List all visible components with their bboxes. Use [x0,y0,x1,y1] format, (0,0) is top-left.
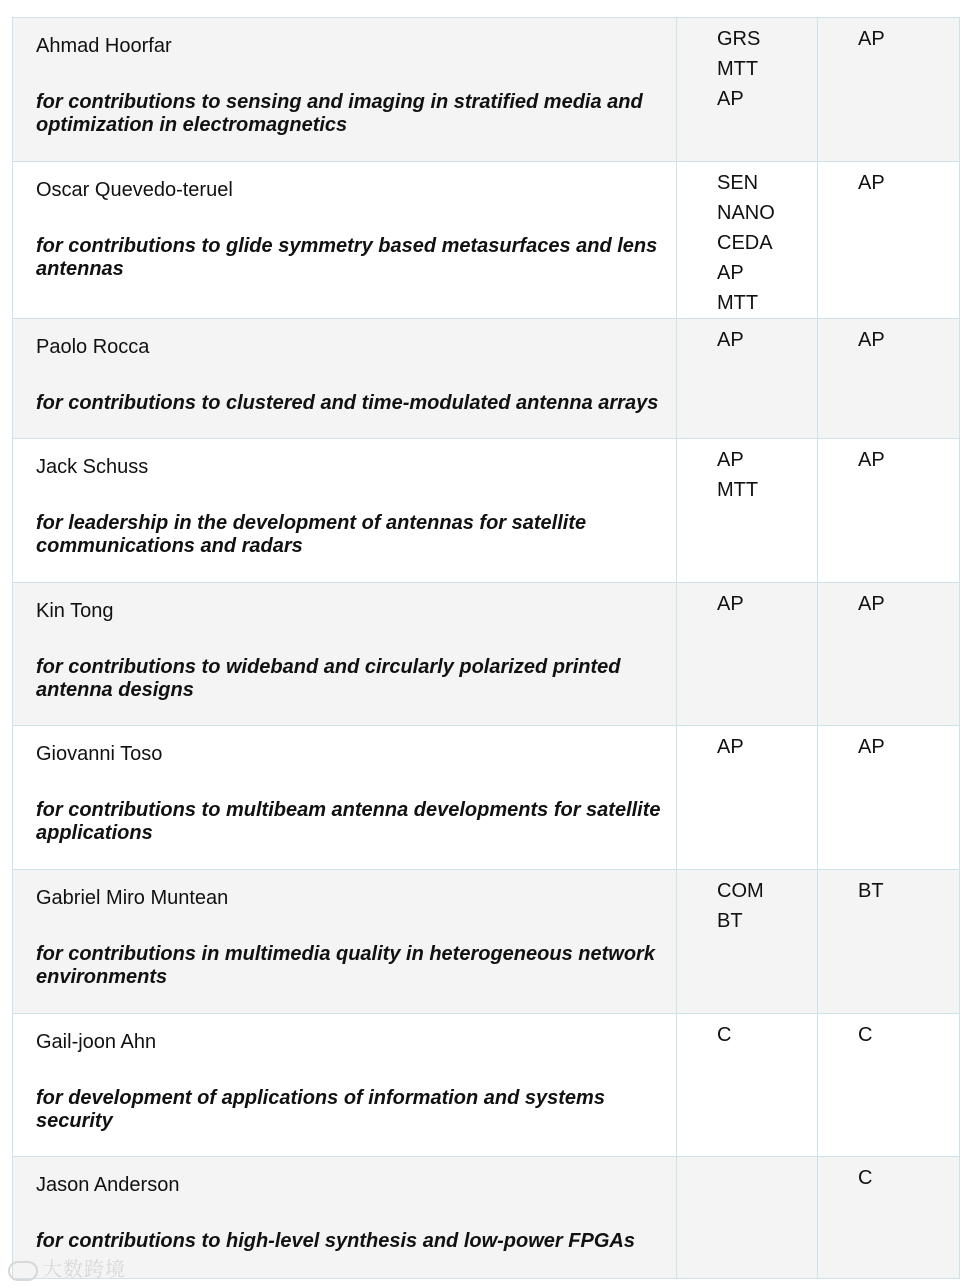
evaluating-cell [818,726,960,870]
evaluating-society-code: C [858,1167,873,1189]
fellow-citation: for contributions to wideband and circularly polarized printed antenna designs [36,656,621,701]
fellow-citation: for development of applications of information and systems security [36,1087,605,1132]
society-code: MTT [717,58,759,80]
fellow-name: Jason Anderson [36,1174,180,1196]
societies-list [677,1157,817,1163]
evaluating-society-code: C [858,1024,873,1046]
societies-list [677,18,817,114]
table-row [13,162,960,319]
table-row [13,1157,960,1279]
evaluating-list [818,583,959,619]
fellow-citation: for contributions to multibeam antenna developments for satellite applications [36,799,661,844]
fellow-citation: for contributions in multimedia quality in heterogeneous network environments [36,943,655,988]
fellow-citation: for leadership in the development of antennas for satellite communications and radars [36,512,587,557]
societies-list [677,439,817,505]
watermark [8,1253,126,1282]
table-row [13,726,960,870]
fellow-citation: for contributions to sensing and imaging in stratified media and optimization in electromagnetics [36,91,643,136]
evaluating-cell [818,18,960,162]
societies-cell [677,18,818,162]
evaluating-list [818,18,959,54]
fellow-name: Paolo Rocca [36,336,150,358]
fellow-name: Jack Schuss [36,456,149,478]
fellow-citation: for contributions to high-level synthesis and low-power FPGAs [36,1230,635,1252]
societies-list [677,1014,817,1050]
evaluating-list [818,1157,959,1193]
societies-list [677,726,817,762]
society-code: COM [717,880,764,902]
evaluating-cell [818,1014,960,1157]
fellow-cell [13,18,677,162]
fellows-table [12,17,960,1279]
fellow-cell [13,1014,677,1157]
table-row [13,1014,960,1157]
evaluating-list [818,870,959,906]
society-code: GRS [717,28,761,50]
evaluating-list [818,162,959,198]
society-code: AP [717,262,744,284]
society-code: MTT [717,292,759,314]
fellow-name: Giovanni Toso [36,743,163,765]
fellow-name: Oscar Quevedo-teruel [36,179,233,201]
evaluating-society-code: AP [858,736,885,758]
society-code: C [717,1024,732,1046]
fellow-citation: for contributions to glide symmetry based metasurfaces and lens antennas [36,235,658,280]
society-code: MTT [717,479,759,501]
watermark-text: 大数跨境 [42,1259,126,1281]
society-code: NANO [717,202,775,224]
fellow-name: Kin Tong [36,600,114,622]
evaluating-cell [818,319,960,439]
fellow-cell [13,162,677,319]
society-code: AP [717,449,744,471]
fellow-name: Gabriel Miro Muntean [36,887,229,909]
societies-cell [677,726,818,870]
fellow-name: Ahmad Hoorfar [36,35,172,57]
society-code: AP [717,593,744,615]
societies-cell [677,162,818,319]
table-row [13,583,960,726]
evaluating-list [818,726,959,762]
fellow-cell [13,319,677,439]
table-row [13,870,960,1014]
society-code: AP [717,88,744,110]
evaluating-society-code: AP [858,593,885,615]
table-row [13,439,960,583]
society-code: AP [717,736,744,758]
evaluating-society-code: AP [858,28,885,50]
evaluating-list [818,319,959,355]
table-row [13,319,960,439]
societies-cell [677,439,818,583]
evaluating-cell [818,162,960,319]
evaluating-cell [818,439,960,583]
evaluating-society-code: AP [858,449,885,471]
evaluating-list [818,439,959,475]
fellow-cell [13,726,677,870]
fellow-citation: for contributions to clustered and time-modulated antenna arrays [36,392,659,414]
fellow-name: Gail-joon Ahn [36,1031,157,1053]
societies-cell [677,319,818,439]
fellows-table-body [13,18,960,1279]
evaluating-cell [818,583,960,726]
society-code: CEDA [717,232,773,254]
watermark-logo-icon [8,1261,38,1281]
evaluating-society-code: AP [858,172,885,194]
societies-cell [677,583,818,726]
fellow-cell [13,439,677,583]
table-row [13,18,960,162]
fellow-cell [13,870,677,1014]
evaluating-cell [818,870,960,1014]
societies-list [677,162,817,318]
societies-cell [677,870,818,1014]
societies-list [677,583,817,619]
societies-cell [677,1014,818,1157]
evaluating-society-code: AP [858,329,885,351]
societies-list [677,870,817,936]
societies-cell [677,1157,818,1279]
evaluating-cell [818,1157,960,1279]
society-code: SEN [717,172,759,194]
evaluating-list [818,1014,959,1050]
society-code: BT [717,910,743,932]
evaluating-society-code: BT [858,880,884,902]
societies-list [677,319,817,355]
society-code: AP [717,329,744,351]
fellow-cell [13,583,677,726]
